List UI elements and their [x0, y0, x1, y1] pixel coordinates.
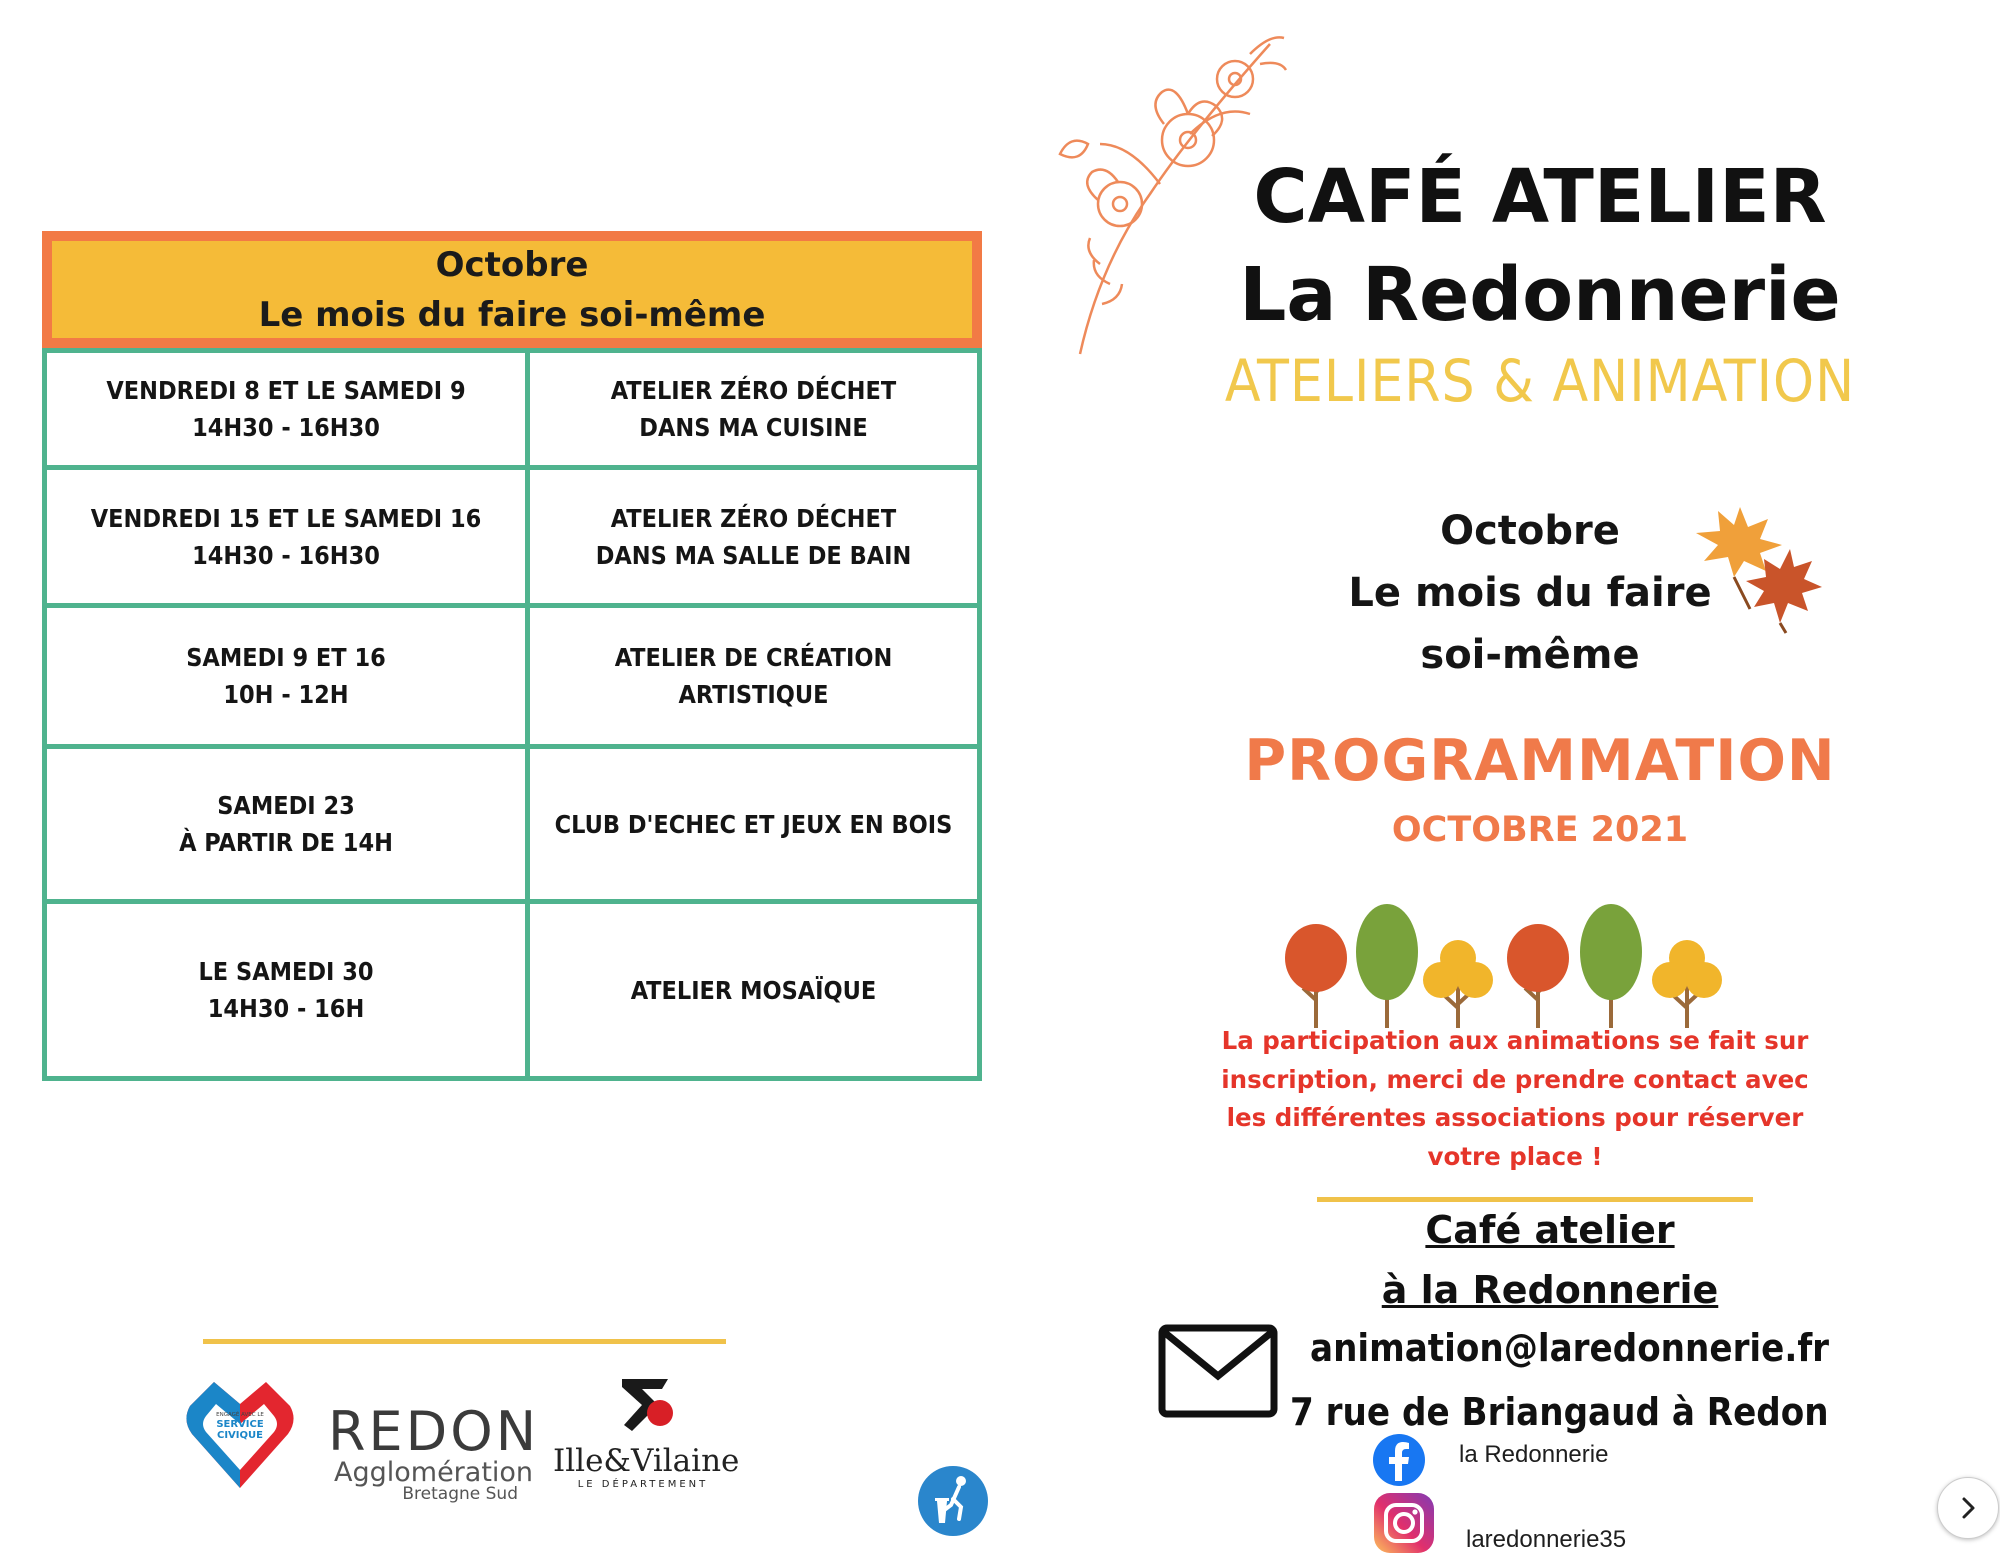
time-text: 14H30 - 16H30: [192, 413, 380, 442]
service-civique-line3: CIVIQUE: [217, 1430, 263, 1441]
participation-notice: [1205, 1022, 1825, 1176]
theme-line-2: Le mois du faire: [1348, 570, 1712, 616]
schedule-header-theme: Le mois du faire soi-même: [258, 294, 766, 335]
next-slide-button[interactable]: [1937, 1477, 1999, 1539]
time-text: 14H30 - 16H: [207, 994, 365, 1023]
contact-email[interactable]: animation@laredonnerie.fr: [1310, 1326, 1830, 1370]
theme-line-3: soi-même: [1420, 632, 1640, 678]
date-cell: [45, 747, 528, 902]
notice-line: votre place !: [1427, 1141, 1603, 1171]
redon-logo-word: REDON: [328, 1400, 540, 1463]
date-text: LE SAMEDI 30: [198, 957, 374, 986]
trash-bin-icon: [917, 1465, 989, 1537]
instagram-icon[interactable]: [1372, 1491, 1436, 1555]
date-cell: [45, 468, 528, 606]
autumn-leaves-decoration: [1690, 505, 1825, 635]
page-title: [1190, 148, 1890, 344]
table-row: [45, 902, 980, 1079]
cafe-name: [1340, 1200, 1760, 1320]
theme-line-1: Octobre: [1440, 508, 1620, 554]
service-civique-line2: SERVICE: [216, 1419, 264, 1430]
service-civique-line1: ENGAGÉ AVEC LE: [216, 1412, 264, 1418]
redon-logo-region: Bretagne Sud: [402, 1484, 518, 1504]
ille-et-vilaine-logo: [553, 1375, 740, 1490]
schedule-table: [42, 231, 982, 1081]
facebook-icon[interactable]: [1372, 1433, 1426, 1487]
date-cell: [45, 351, 528, 468]
redon-agglomeration-logo: [328, 1400, 540, 1504]
activity-cell: [528, 747, 980, 902]
title-line-2: La Redonnerie: [1239, 252, 1841, 338]
notice-line: inscription, merci de prendre contact avec: [1221, 1064, 1809, 1094]
date-text: SAMEDI 9 ET 16: [186, 643, 386, 672]
envelope-icon: [1158, 1324, 1278, 1418]
activity-text: DANS MA CUISINE: [639, 413, 868, 442]
programmation-title: PROGRAMMATION: [1244, 728, 1836, 794]
date-text: VENDREDI 15 ET LE SAMEDI 16: [90, 503, 482, 533]
chevron-right-icon: [1956, 1496, 1980, 1520]
trees-decoration: [1283, 900, 1728, 1030]
page-subtitle: ATELIERS & ANIMATION: [1224, 347, 1856, 415]
contact-address: 7 rue de Briangaud à Redon: [1290, 1390, 1829, 1434]
time-text: À PARTIR DE 14H: [179, 828, 393, 857]
ille-et-vilaine-subtitle: LE DÉPARTEMENT: [577, 1479, 709, 1490]
activity-text: DANS MA SALLE DE BAIN: [595, 540, 912, 570]
notice-line: les différentes associations pour réserver: [1226, 1103, 1804, 1132]
activity-text: CLUB D'ECHEC ET JEUX EN BOIS: [554, 809, 953, 839]
schedule-header: [42, 231, 982, 348]
cafe-name-line-2: à la Redonnerie: [1381, 1268, 1719, 1312]
table-row: [45, 351, 980, 468]
schedule-grid: [42, 348, 982, 1081]
table-row: [45, 606, 980, 747]
time-text: 10H - 12H: [223, 680, 349, 709]
cafe-name-line-1: Café atelier: [1425, 1208, 1675, 1252]
date-cell: [45, 606, 528, 747]
time-text: 14H30 - 16H30: [192, 540, 380, 570]
date-text: SAMEDI 23: [217, 791, 355, 820]
instagram-link[interactable]: laredonnerie35: [1466, 1526, 1627, 1553]
ille-et-vilaine-word: Ille&Vilaine: [553, 1443, 740, 1479]
month-theme: [1310, 500, 1750, 686]
activity-text: ATELIER ZÉRO DÉCHET: [610, 376, 897, 405]
schedule-header-month: Octobre: [435, 244, 589, 285]
programmation-date: OCTOBRE 2021: [1391, 810, 1689, 850]
activity-text: ATELIER MOSAÏQUE: [630, 975, 877, 1005]
activity-text: ATELIER DE CRÉATION ARTISTIQUE: [614, 643, 893, 709]
facebook-link[interactable]: la Redonnerie: [1459, 1441, 1609, 1468]
redon-logo-subtitle: Agglomération: [334, 1457, 534, 1488]
table-row: [45, 468, 980, 606]
activity-text: ATELIER ZÉRO DÉCHET: [610, 503, 897, 533]
ille-et-vilaine-emblem: [598, 1375, 688, 1439]
activity-cell: [528, 606, 980, 747]
date-cell: [45, 902, 528, 1079]
activity-cell: [528, 902, 980, 1079]
table-row: [45, 747, 980, 902]
activity-cell: [528, 468, 980, 606]
activity-cell: [528, 351, 980, 468]
service-civique-logo: [180, 1374, 300, 1496]
date-text: VENDREDI 8 ET LE SAMEDI 9: [106, 376, 466, 405]
title-line-1: CAFÉ ATELIER: [1253, 154, 1827, 240]
notice-line: La participation aux animations se fait sur: [1221, 1026, 1809, 1055]
divider-line: [203, 1339, 726, 1344]
